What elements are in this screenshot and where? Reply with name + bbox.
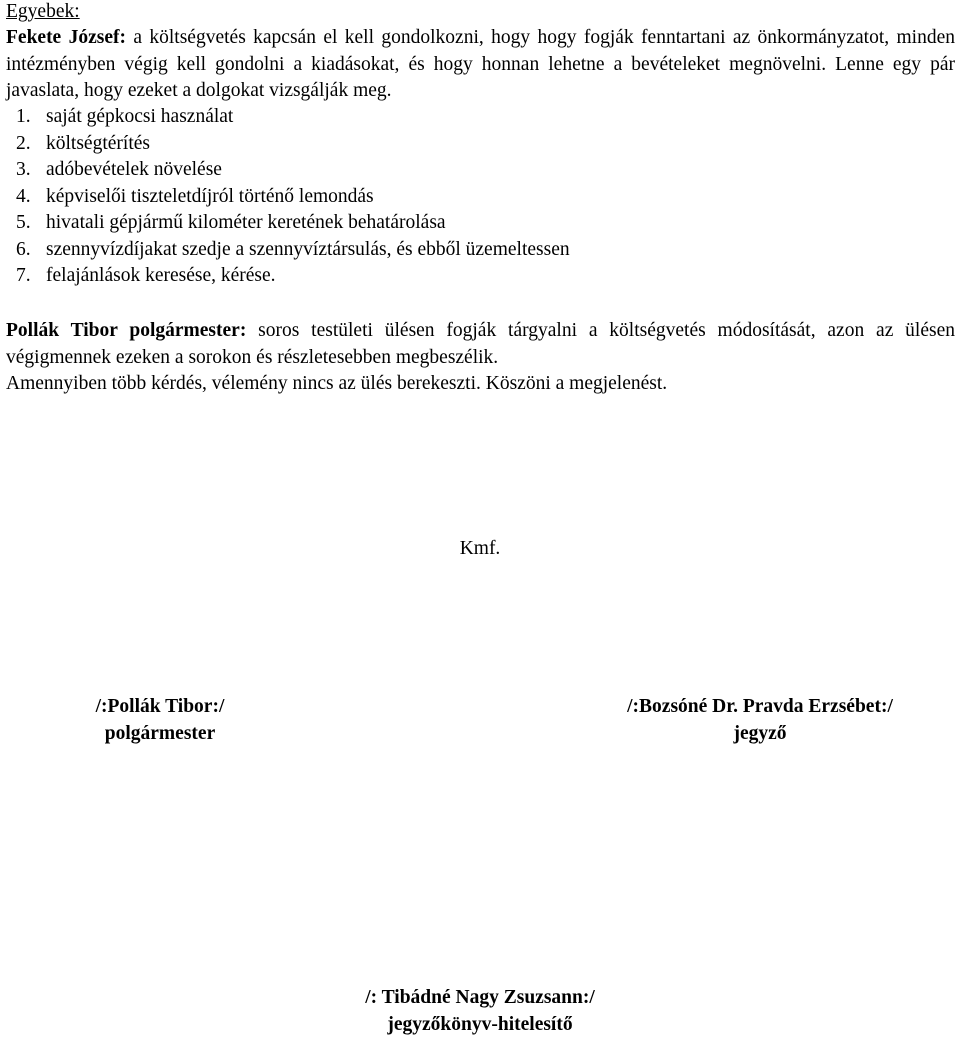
list-item-text: képviselői tiszteletdíjról történő lemondás (46, 185, 374, 207)
list-item-number: 4. (16, 185, 31, 207)
list-item (6, 184, 570, 211)
signature-authenticator (280, 984, 680, 1038)
list-item-number: 3. (16, 159, 31, 180)
list-item (6, 131, 570, 158)
paragraph-text: soros testületi ülésen fogják tárgyalni a költségvetés módosítását, azon az ülésen végigmennek ezeken a sorokon és részletesebben megbeszélik. (6, 320, 955, 368)
list-item-text: hivatali gépjármű kilométer keretének behatárolása (46, 212, 446, 233)
list-item-text: adóbevételek növelése (46, 159, 222, 180)
list-item (6, 237, 570, 264)
proposal-list (6, 104, 570, 290)
paragraph-pollak (6, 318, 955, 371)
section-heading: Egyebek: (6, 1, 80, 22)
signature-title: jegyzőkönyv-hitelesítő (387, 1014, 573, 1035)
kmf-label: Kmf. (459, 538, 501, 559)
list-item (6, 210, 570, 237)
list-item-number: 2. (16, 132, 31, 154)
speaker-name: Pollák Tibor polgármester: (6, 320, 247, 341)
list-item-text: saját gépkocsi használat (46, 106, 234, 127)
paragraph-fekete (6, 25, 955, 105)
signature-title: polgármester (104, 723, 216, 744)
list-item-number: 1. (16, 106, 31, 127)
signature-notary (560, 693, 960, 747)
list-item-number: 5. (16, 212, 31, 233)
signature-name: /:Pollák Tibor:/ (95, 696, 225, 717)
list-item-text: felajánlások keresése, kérése. (46, 265, 276, 286)
signature-title: jegyző (733, 723, 787, 744)
list-item (6, 157, 570, 184)
list-item (6, 104, 570, 131)
list-item (6, 263, 570, 290)
list-item-number: 6. (16, 238, 31, 260)
paragraph-closing-remark: Amennyiben több kérdés, vélemény nincs az ülés berekeszti. Köszöni a megjelenést. (6, 373, 668, 394)
signature-mayor (60, 693, 260, 747)
list-item-number: 7. (16, 265, 31, 286)
speaker-name: Fekete József: (6, 27, 126, 48)
signature-name: /: Tibádné Nagy Zsuzsann:/ (365, 987, 595, 1008)
signature-name: /:Bozsóné Dr. Pravda Erzsébet:/ (627, 696, 893, 717)
paragraph-text: a költségvetés kapcsán el kell gondolkozni, hogy hogy fogják fenntartani az önkormányzatot, minden intézményben végig kell gondolni a kiadásokat, és hogy honnan lehetne a bevételeket megnövelni. Lenne egy pár javaslata, hogy ezeket a dolgokat vizsgálják meg. (6, 27, 955, 101)
list-item-text: költségtérítés (46, 132, 150, 154)
list-item-text: szennyvízdíjakat szedje a szennyvíztársulás, és ebből üzemeltessen (46, 238, 570, 260)
